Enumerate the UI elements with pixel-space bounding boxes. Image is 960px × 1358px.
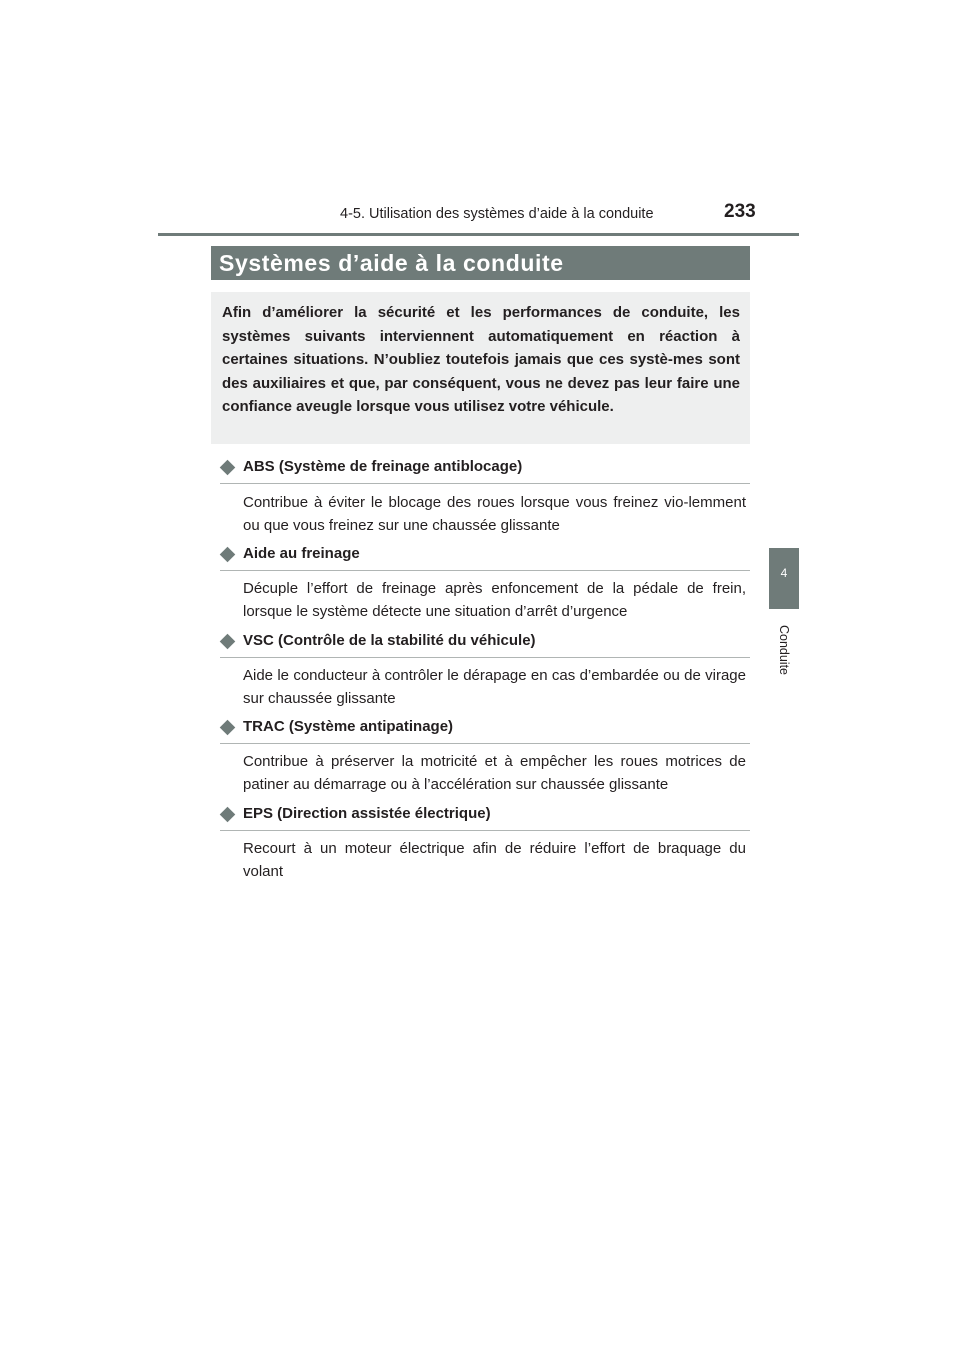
intro-box [211, 292, 750, 444]
header-divider [158, 233, 799, 236]
chapter-label-text: Conduite [777, 624, 791, 676]
item-heading-brake-assist [220, 544, 750, 571]
chapter-tab [769, 548, 799, 609]
diamond-bullet-icon [220, 460, 236, 476]
item-title: ABS (Système de freinage antiblocage) [243, 458, 523, 475]
diamond-bullet-icon [220, 807, 236, 823]
header-section-title: 4-5. Utilisation des systèmes d’aide à la conduite [340, 206, 654, 222]
section-title: Systèmes d’aide à la conduite [219, 250, 564, 276]
diamond-bullet-icon [220, 547, 236, 563]
item-description: Aide le conducteur à contrôler le dérapage en cas d’embardée ou de virage sur chaussée glissante [243, 667, 746, 707]
page-number: 233 [724, 201, 756, 222]
item-title: VSC (Contrôle de la stabilité du véhicule) [243, 632, 536, 649]
intro-text: Afin d’améliorer la sécurité et les performances de conduite, les systèmes suivants interviennent automatiquement en réaction à certaines situations. N’oubliez toutefois jamais que ces systè-mes sont des auxiliaires et que, par conséquent, vous ne devez pas leur faire une confiance aveugle lorsque vous utilisez votre véhicule. [222, 304, 740, 415]
section-title-bar [211, 246, 750, 280]
item-description: Contribue à éviter le blocage des roues lorsque vous freinez vio-lemment ou que vous freinez sur une chaussée glissante [243, 494, 746, 534]
item-title: Aide au freinage [243, 545, 360, 562]
item-heading-trac [220, 717, 750, 744]
diamond-bullet-icon [220, 720, 236, 736]
item-heading-vsc [220, 631, 750, 658]
diamond-bullet-icon [220, 634, 236, 650]
chapter-label [770, 620, 798, 680]
item-heading-abs [220, 457, 750, 484]
chapter-number: 4 [780, 566, 788, 580]
item-title: EPS (Direction assistée électrique) [243, 805, 491, 822]
item-heading-eps [220, 804, 750, 831]
item-description: Décuple l’effort de freinage après enfoncement de la pédale de frein, lorsque le système détecte une situation d’arrêt d’urgence [243, 580, 746, 620]
item-title: TRAC (Système antipatinage) [243, 718, 454, 735]
item-description: Recourt à un moteur électrique afin de réduire l’effort de braquage du volant [243, 840, 746, 880]
item-description: Contribue à préserver la motricité et à empêcher les roues motrices de patiner au démarrage ou à l’accélération sur chaussée glissante [243, 753, 746, 793]
